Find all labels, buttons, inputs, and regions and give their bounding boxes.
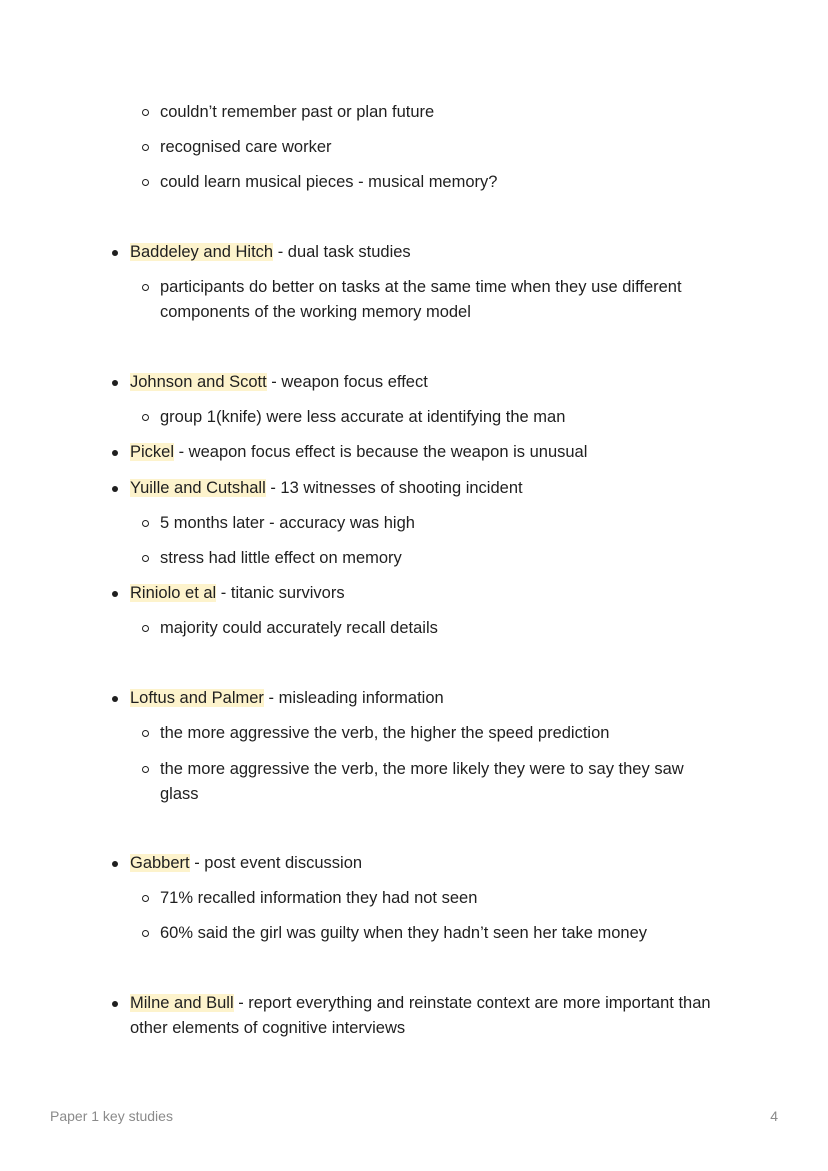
hollow-bullet-icon xyxy=(142,144,149,151)
list-item xyxy=(160,511,720,536)
hollow-bullet-icon xyxy=(142,414,149,421)
list-item xyxy=(130,991,750,1041)
study-name: Pickel xyxy=(130,443,175,461)
list-item xyxy=(160,100,720,125)
item-text: stress had little effect on memory xyxy=(160,549,402,567)
item-text: - dual task studies xyxy=(273,243,411,261)
solid-bullet-icon xyxy=(112,861,118,867)
item-text: - misleading information xyxy=(263,689,444,707)
item-text: participants do better on tasks at the same time when they use different components of the working memory model xyxy=(160,278,682,321)
item-text: group 1(knife) were less accurate at identifying the man xyxy=(160,408,566,426)
study-name: Milne and Bull xyxy=(130,994,234,1012)
study-name: Johnson and Scott xyxy=(130,373,267,391)
study-name: Gabbert xyxy=(130,854,190,872)
item-text: 71% recalled information they had not seen xyxy=(160,889,478,907)
solid-bullet-icon xyxy=(112,1001,118,1007)
hollow-bullet-icon xyxy=(142,520,149,527)
list-item xyxy=(160,721,720,746)
list-item xyxy=(160,170,720,195)
hollow-bullet-icon xyxy=(142,730,149,737)
solid-bullet-icon xyxy=(112,591,118,597)
hollow-bullet-icon xyxy=(142,179,149,186)
item-text: - 13 witnesses of shooting incident xyxy=(265,479,523,497)
item-text: could learn musical pieces - musical memory? xyxy=(160,173,498,191)
solid-bullet-icon xyxy=(112,250,118,256)
list-item xyxy=(130,440,750,465)
study-name: Riniolo et al xyxy=(130,584,217,602)
item-text: - post event discussion xyxy=(189,854,363,872)
hollow-bullet-icon xyxy=(142,625,149,632)
list-item xyxy=(130,240,750,265)
item-text: 5 months later - accuracy was high xyxy=(160,514,415,532)
list-item xyxy=(130,686,750,711)
solid-bullet-icon xyxy=(112,380,118,386)
list-item xyxy=(130,581,750,606)
item-text: - weapon focus effect xyxy=(266,373,428,391)
item-text: couldn’t remember past or plan future xyxy=(160,103,435,121)
list-item xyxy=(130,370,750,395)
hollow-bullet-icon xyxy=(142,555,149,562)
footer-title: Paper 1 key studies xyxy=(50,1108,173,1124)
study-name: Loftus and Palmer xyxy=(130,689,264,707)
hollow-bullet-icon xyxy=(142,895,149,902)
list-item xyxy=(160,546,720,571)
hollow-bullet-icon xyxy=(142,766,149,773)
list-item xyxy=(130,851,750,876)
item-text: - titanic survivors xyxy=(216,584,345,602)
solid-bullet-icon xyxy=(112,486,118,492)
list-item xyxy=(160,135,720,160)
item-text: - weapon focus effect is because the weapon is unusual xyxy=(174,443,588,461)
item-text: 60% said the girl was guilty when they hadn’t seen her take money xyxy=(160,924,648,942)
list-item xyxy=(160,275,720,325)
list-item xyxy=(160,757,720,807)
list-item xyxy=(160,921,720,946)
list-item xyxy=(130,476,750,501)
study-name: Baddeley and Hitch xyxy=(130,243,274,261)
list-item xyxy=(160,616,720,641)
item-text: - report everything and reinstate context are more important than other elements of cognitive interviews xyxy=(130,994,711,1037)
item-text: recognised care worker xyxy=(160,138,332,156)
list-item xyxy=(160,886,720,911)
item-text: the more aggressive the verb, the higher the speed prediction xyxy=(160,724,610,742)
list-item xyxy=(160,405,720,430)
item-text: the more aggressive the verb, the more likely they were to say they saw glass xyxy=(160,760,684,803)
solid-bullet-icon xyxy=(112,696,118,702)
hollow-bullet-icon xyxy=(142,109,149,116)
item-text: majority could accurately recall details xyxy=(160,619,438,637)
page-number: 4 xyxy=(770,1108,778,1124)
solid-bullet-icon xyxy=(112,450,118,456)
hollow-bullet-icon xyxy=(142,930,149,937)
hollow-bullet-icon xyxy=(142,284,149,291)
study-name: Yuille and Cutshall xyxy=(130,479,266,497)
